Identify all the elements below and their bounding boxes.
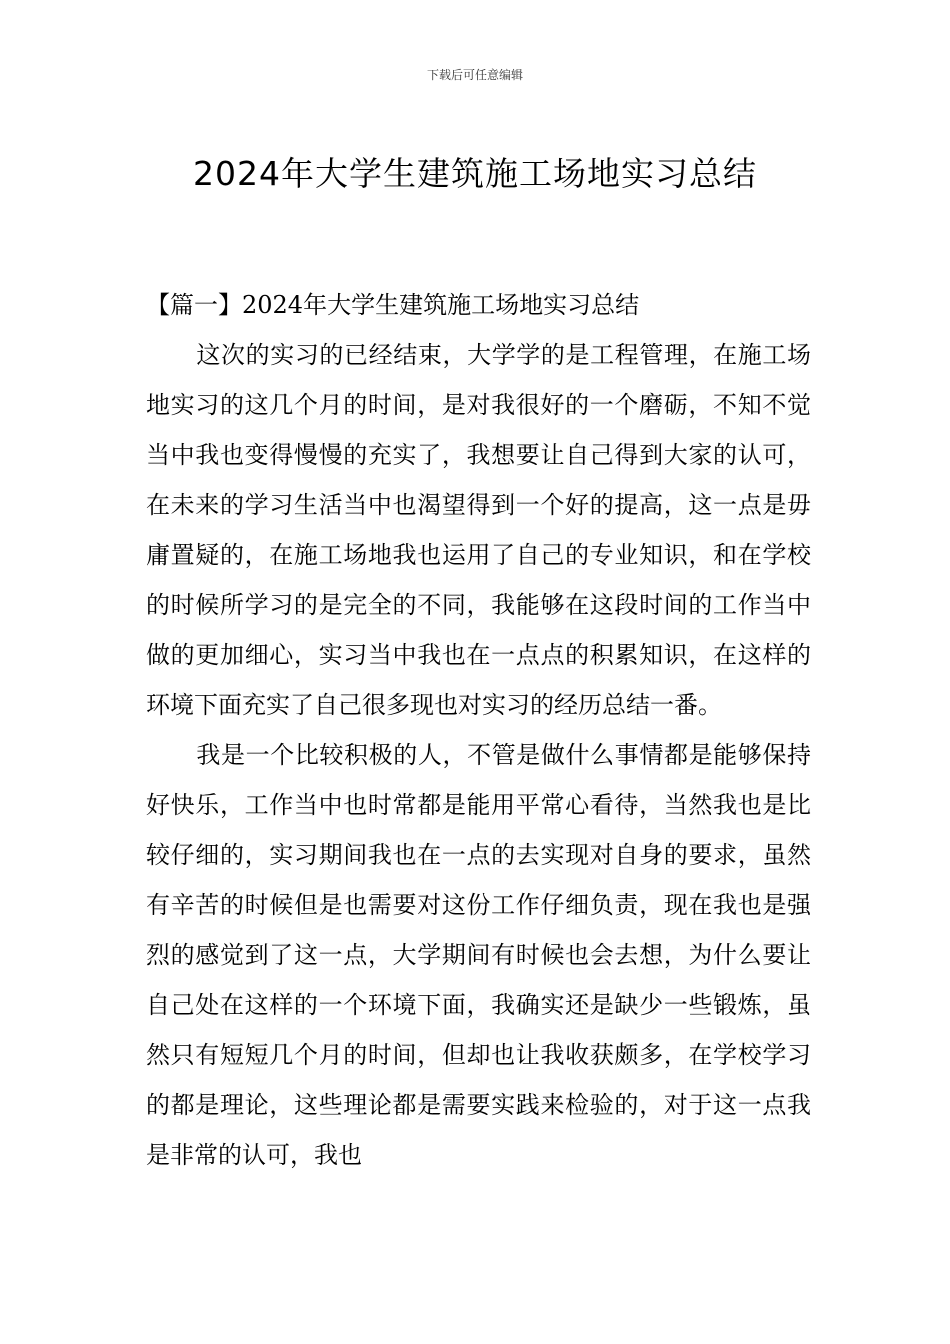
section-heading: 【篇一】2024年大学生建筑施工场地实习总结: [146, 291, 640, 319]
document-body: [146, 280, 811, 1180]
paragraph-2: 我是一个比较积极的人，不管是做什么事情都是能够保持好快乐，工作当中也时常都是能用平常心看待，当然我也是比较仔细的，实习期间我也在一点的去实现对自身的要求，虽然有辛苦的时候但是也需要对这份工作仔细负责，现在我也是强烈的感觉到了这一点，大学期间有时候也会去想，为什么要让自己处在这样的一个环境下面，我确实还是缺少一些锻炼，虽然只有短短几个月的时间，但却也让我收获颇多，在学校学习的都是理论，这些理论都是需要实践来检验的，对于这一点我是非常的认可，我也: [146, 741, 811, 1169]
header-note: 下载后可任意编辑: [426, 68, 523, 82]
document-title: 2024年大学生建筑施工场地实习总结: [193, 154, 757, 194]
paragraph-1: 这次的实习的已经结束，大学学的是工程管理，在施工场地实习的这几个月的时间，是对我很好的一个磨砺，不知不觉当中我也变得慢慢的充实了，我想要让自己得到大家的认可，在未来的学习生活当中也渴望得到一个好的提高，这一点是毋庸置疑的，在施工场地我也运用了自己的专业知识，和在学校的时候所学习的是完全的不同，我能够在这段时间的工作当中做的更加细心，实习当中我也在一点点的积累知识，在这样的环境下面充实了自己很多现也对实习的经历总结一番。: [146, 341, 811, 719]
